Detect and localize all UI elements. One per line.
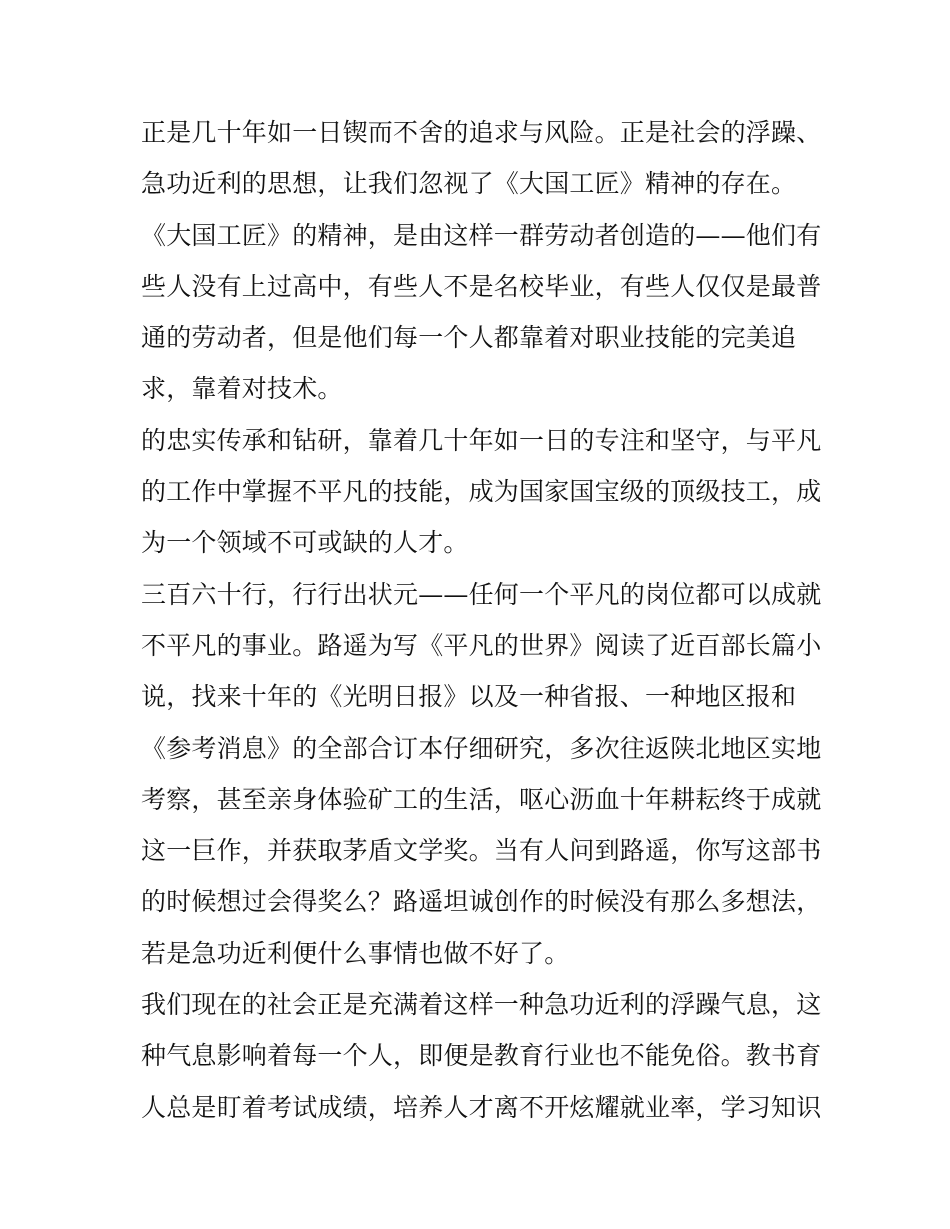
text-line: 三百六十行，行行出状元——任何一个平凡的岗位都可以成就 xyxy=(141,579,822,609)
text-line: 些人没有上过高中，有些人不是名校毕业，有些人仅仅是最普 xyxy=(141,271,822,301)
text-line: 人总是盯着考试成绩，培养人才离不开炫耀就业率，学习知识 xyxy=(141,1092,822,1122)
text-line: 考察，甚至亲身体验矿工的生活，呕心沥血十年耕耘终于成就 xyxy=(141,784,822,814)
text-line: 的时候想过会得奖么？路遥坦诚创作的时候没有那么多想法， xyxy=(141,887,822,917)
text-line: 为一个领域不可或缺的人才。 xyxy=(141,528,469,558)
text-line: 说，找来十年的《光明日报》以及一种省报、一种地区报和 xyxy=(141,682,797,712)
text-line: 种气息影响着每一个人，即便是教育行业也不能免俗。教书育 xyxy=(141,1041,822,1071)
text-line: 若是急功近利便什么事情也做不好了。 xyxy=(141,938,570,968)
text-line: 《大国工匠》的精神，是由这样一群劳动者创造的——他们有 xyxy=(141,220,822,250)
text-line: 正是几十年如一日锲而不舍的追求与风险。正是社会的浮躁、 xyxy=(141,118,822,147)
document-body xyxy=(141,107,821,1133)
text-line: 求，靠着对技术。 xyxy=(141,374,343,404)
text-line: 《参考消息》的全部合订本仔细研究，多次往返陕北地区实地 xyxy=(141,733,822,763)
text-line: 这一巨作，并获取茅盾文学奖。当有人问到路遥，你写这部书 xyxy=(141,836,822,866)
text-line: 我们现在的社会正是充满着这样一种急功近利的浮躁气息，这 xyxy=(141,990,822,1020)
text-line: 的工作中掌握不平凡的技能，成为国家国宝级的顶级技工，成 xyxy=(141,477,822,507)
text-line: 通的劳动者，但是他们每一个人都靠着对职业技能的完美追 xyxy=(141,323,797,353)
text-line: 急功近利的思想，让我们忽视了《大国工匠》精神的存在。 xyxy=(141,169,797,199)
text-line: 不平凡的事业。路遥为写《平凡的世界》阅读了近百部长篇小 xyxy=(141,630,822,660)
text-line: 的忠实传承和钻研，靠着几十年如一日的专注和坚守，与平凡 xyxy=(141,425,822,455)
